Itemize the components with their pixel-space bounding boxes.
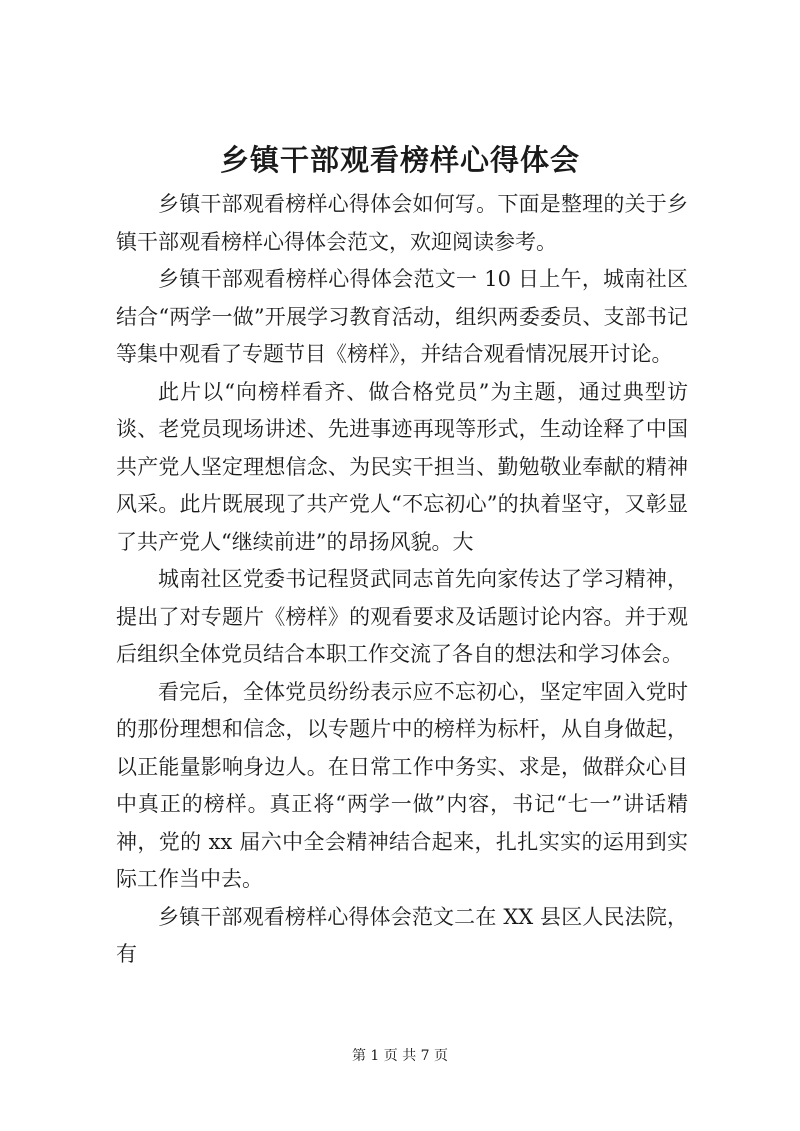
paragraph-3: 此片以“向榜样看齐、做合格党员”为主题，通过典型访谈、老党员现场讲述、先进事迹再现等形式，生动诠释了中国共产党人坚定理想信念、为民实干担当、勤勉敬业奉献的精神风采。此片既展现了共产党人“不忘初心”的执着坚守，又彰显了共产党人“继续前进”的昂扬风貌。大 [116,379,688,554]
paragraph-1: 乡镇干部观看榜样心得体会如何写。下面是整理的关于乡镇干部观看榜样心得体会范文，欢迎阅读参考。 [116,192,688,254]
paragraph-2: 乡镇干部观看榜样心得体会范文一 10 日上午，城南社区结合“两学一做”开展学习教育活动，组织两委委员、支部书记等集中观看了专题节目《榜样》，并结合观看情况展开讨论。 [116,267,688,366]
paragraph-5: 看完后，全体党员纷纷表示应不忘初心，坚定牢固入党时的那份理想和信念，以专题片中的榜样为标杆，从自身做起，以正能量影响身边人。在日常工作中务实、求是，做群众心目中真正的榜样。真正将“两学一做”内容，书记“七一”讲话精神，党的 xx 届六中全会精神结合起来，扎扎实实的运用到实际工作当中去。 [116,679,688,891]
document-title: 乡镇干部观看榜样心得体会 [219,143,580,177]
document-body [116,186,688,974]
paragraph-4: 城南社区党委书记程贤武同志首先向家传达了学习精神，提出了对专题片《榜样》的观看要求及话题讨论内容。并于观后组织全体党员结合本职工作交流了各自的想法和学习体会。 [116,567,688,666]
page-footer: 第 1 页 共 7 页 [351,1048,449,1064]
paragraph-6: 乡镇干部观看榜样心得体会范文二在 XX 县区人民法院，有 [116,904,688,966]
